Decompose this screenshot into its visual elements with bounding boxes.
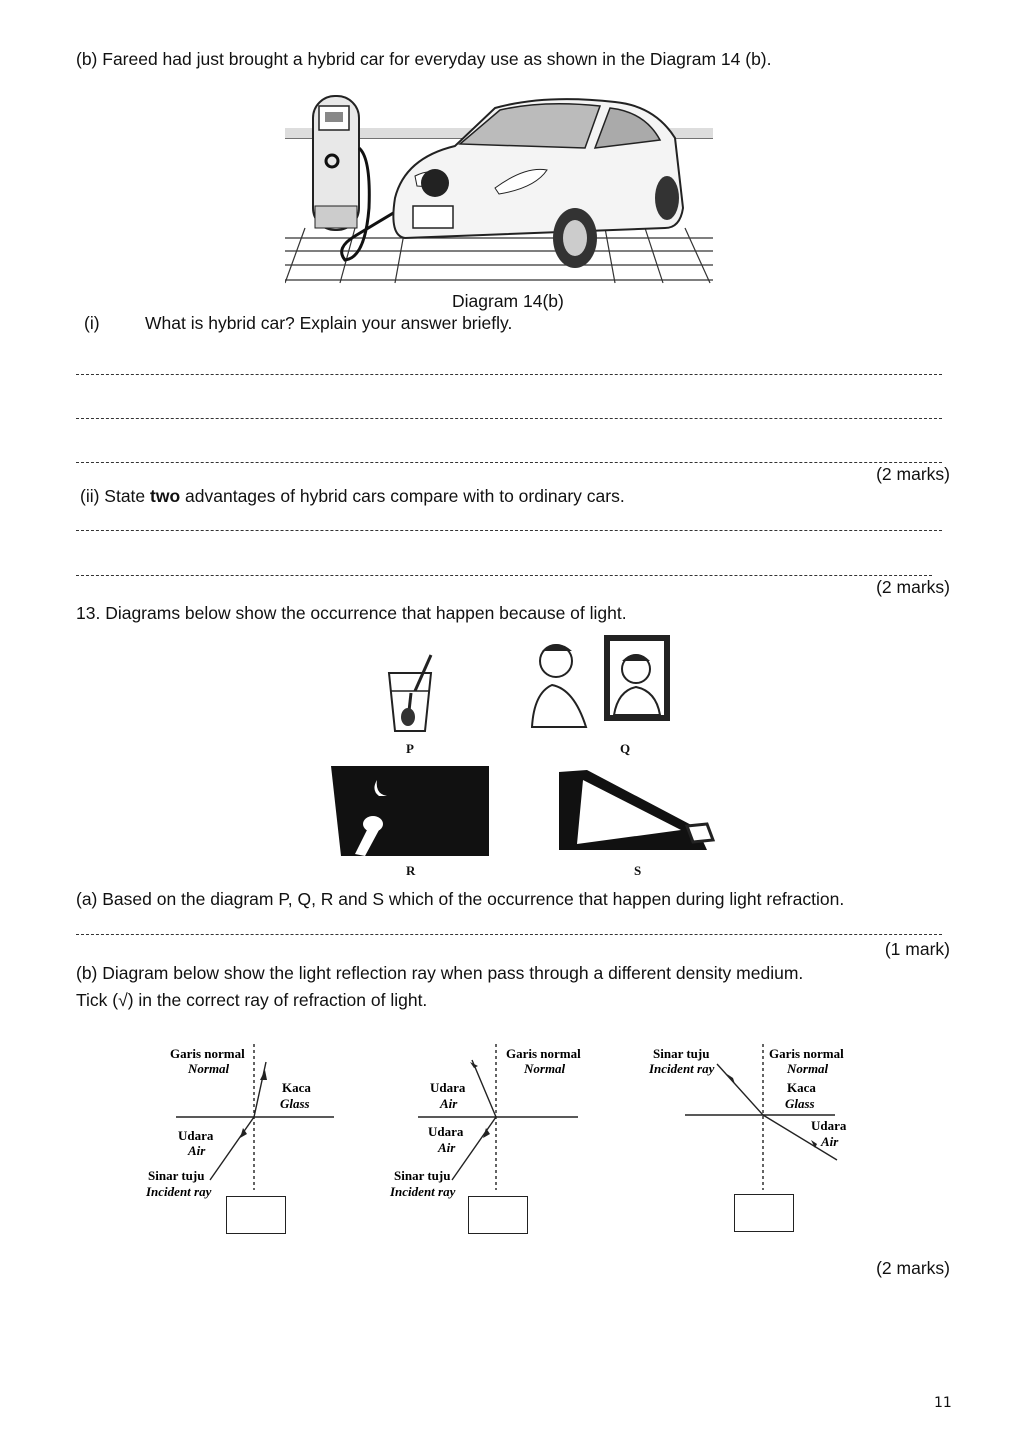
incident-ray-label: Sinar tuju (148, 1168, 205, 1183)
answer-line[interactable] (76, 462, 942, 463)
answer-line[interactable] (76, 530, 942, 531)
medium-bottom-label-en: Air (188, 1143, 206, 1158)
car-window-image (557, 768, 719, 852)
ray-diagram-3 (645, 1040, 855, 1200)
medium-bottom-label-en: Air (438, 1140, 456, 1155)
marks-label: (2 marks) (876, 464, 950, 484)
answer-line[interactable] (76, 934, 942, 935)
tick-box-3[interactable] (734, 1194, 794, 1232)
label-s: S (634, 863, 642, 878)
label-r: R (406, 863, 416, 878)
sub-question-i-number: (i) (84, 313, 100, 333)
incident-ray-label-en: Incident ray (146, 1184, 212, 1199)
normal-label: Garis normal (170, 1046, 245, 1061)
medium-top-label-en: Air (440, 1096, 458, 1111)
normal-label-en: Normal (787, 1061, 829, 1076)
marks-label: (1 mark) (884, 939, 950, 959)
page-number: 11 (934, 1395, 952, 1411)
normal-label: Garis normal (506, 1046, 581, 1061)
incident-ray-label: Sinar tuju (394, 1168, 451, 1183)
medium-bottom-label: Udara (178, 1128, 214, 1143)
charging-station (313, 96, 359, 230)
mirror-reflection-image (530, 633, 672, 729)
question-13b-line2: Tick (√) in the correct ray of refraction of light. (76, 990, 428, 1010)
tick-box-1[interactable] (226, 1196, 286, 1234)
medium-top-label-en: Glass (280, 1096, 310, 1111)
marks-label: (2 marks) (876, 577, 950, 597)
normal-label: Garis normal (769, 1046, 844, 1061)
medium-top-label: Kaca (282, 1080, 311, 1095)
medium-top-label: Udara (430, 1080, 466, 1095)
hybrid-car-illustration (285, 88, 713, 284)
medium-bottom-label: Udara (428, 1124, 464, 1139)
ray-diagram-2 (388, 1040, 588, 1200)
medium-bottom-label-en: Air (821, 1134, 839, 1149)
medium-top-label: Kaca (787, 1080, 816, 1095)
sub-question-ii-emphasis: two (150, 486, 181, 506)
normal-label-en: Normal (524, 1061, 566, 1076)
medium-top-label-en: Glass (785, 1096, 815, 1111)
diagram-14b-caption: Diagram 14(b) (452, 291, 564, 311)
question-13a-text: (a) Based on the diagram P, Q, R and S which of the occurrence that happen during light refraction. (76, 889, 845, 909)
sub-question-ii-text (80, 486, 625, 507)
incident-ray-label: Sinar tuju (653, 1046, 710, 1061)
incident-ray-label-en: Incident ray (649, 1061, 715, 1076)
normal-label-en: Normal (188, 1061, 230, 1076)
glass-with-spoon-image (385, 653, 435, 735)
sub-question-ii-suffix: advantages of hybrid cars compare with to ordinary cars. (180, 486, 625, 506)
label-q: Q (620, 741, 631, 756)
answer-line[interactable] (76, 418, 942, 419)
incident-ray-label-en: Incident ray (390, 1184, 456, 1199)
answer-line[interactable] (76, 374, 942, 375)
question-13b-line1: (b) Diagram below show the light reflection ray when pass through a different density medium. (76, 963, 804, 983)
marks-label: (2 marks) (876, 1258, 950, 1278)
question-13-intro: 13. Diagrams below show the occurrence that happen because of light. (76, 603, 627, 623)
medium-bottom-label: Udara (811, 1118, 847, 1133)
ray-diagram-1 (140, 1040, 340, 1200)
torch-beam-image (331, 766, 489, 858)
answer-line[interactable] (76, 575, 932, 576)
label-p: P (406, 741, 414, 756)
sub-question-ii-prefix: (ii) State (80, 486, 151, 506)
tick-box-2[interactable] (468, 1196, 528, 1234)
sub-question-i-text: What is hybrid car? Explain your answer briefly. (145, 313, 513, 333)
question-14b-intro: (b) Fareed had just brought a hybrid car for everyday use as shown in the Diagram 14 (b). (76, 49, 772, 69)
